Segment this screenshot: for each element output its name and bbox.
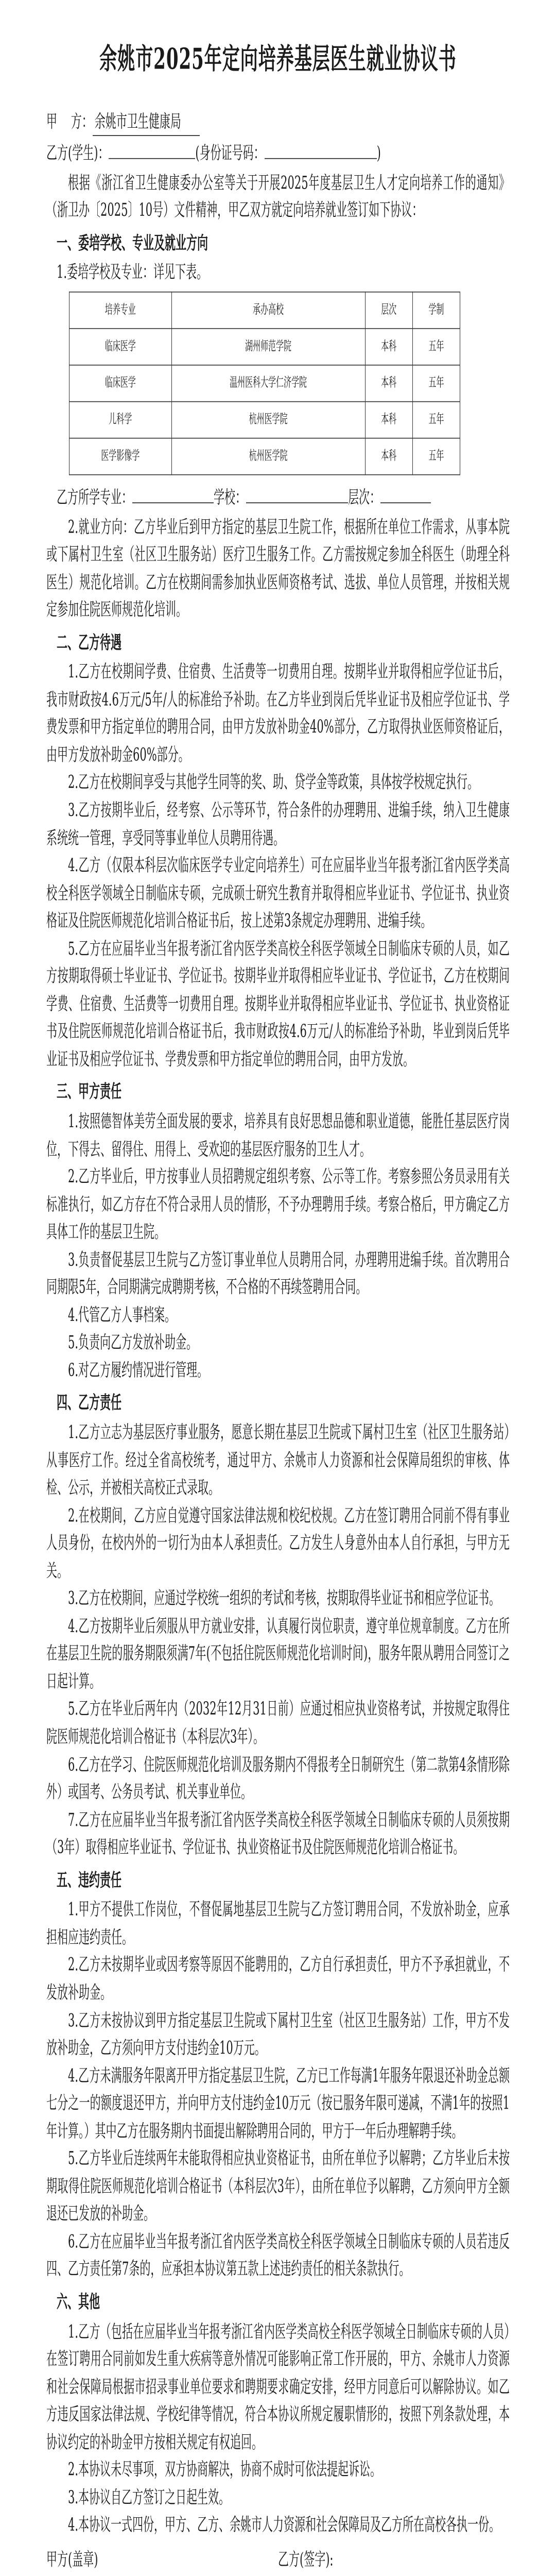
- table-cell: 温州医科大学仁济学院: [171, 365, 365, 402]
- table-cell: 湖州师范学院: [171, 329, 365, 365]
- section-4-heading: 四、乙方责任: [57, 1392, 121, 1413]
- section-2-p2: 2.乙方在校期间享受与其他学生同等的奖、助、贷学金等政策，具体按学校规定执行。: [68, 772, 479, 793]
- school-table-header-row: [70, 292, 460, 329]
- table-cell: 杭州医学院: [171, 438, 365, 474]
- table-cell: 五年: [412, 365, 460, 402]
- section-1-p2: 2.就业方向：乙方毕业后到甲方指定的基层卫生院工作，根据所在单位工作需求，从事本院或下属村卫生室（社区卫生服务站）医疗卫生服务工作。乙方需按规定参加全科医生（助理全科医生）规范化培训。乙方在校期间需参加执业医师资格考试、选拔、单位人员管理，并按相关规定参加住院医师规范化培训。: [46, 516, 510, 620]
- party-a-seal-label: 甲方(盖章): [46, 2549, 98, 2570]
- level-label: 层次：: [348, 487, 380, 507]
- table-row: [70, 438, 460, 474]
- section-2-p3: 3.乙方按期毕业后，经考察、公示等环节，符合条件的办理聘用、进编手续，纳入卫生健康系统统一管理，享受同等事业单位人员聘用待遇。: [46, 800, 510, 848]
- party-b-id-blank[interactable]: [265, 138, 377, 159]
- table-cell: 本科: [365, 402, 412, 438]
- party-b-line: [46, 138, 510, 167]
- section-4-p1: 1.乙方立志为基层医疗事业服务，愿意长期在基层卫生院或下属村卫生室（社区卫生服务站）从事医疗工作。经过全省高校统考，通过甲方、余姚市人力资源和社会保障局组织的审核、体检、公示，并被相关高校正式录取。: [46, 1422, 510, 1498]
- table-cell: 杭州医学院: [171, 402, 365, 438]
- section-3-p5: 5.负责向乙方发放补助金。: [68, 1332, 198, 1353]
- party-a-value: 余姚市卫生健康局: [93, 108, 200, 136]
- section-2-p5: 5.乙方在应届毕业当年报考浙江省内医学类高校全科医学领域全日制临床专硕的人员，如乙方按期取得硕士毕业证书、学位证书。按期毕业并取得相应毕业证书、学位证书，乙方在校期间学费、住宿费、生活费等一切费用自理。按期毕业并取得相应毕业证书、学位证书、执业资格证书及住院医师规范化培训合格证书后，我市财政按4.6万元/人的标准给予补助，毕业到岗后凭毕业证书及相应学位证书、学费发票和甲方指定单位的聘用合同，由甲方发放。: [46, 938, 510, 1070]
- table-row: [70, 329, 460, 365]
- table-cell: 医学影像学: [70, 438, 172, 474]
- section-2-p1: 1.乙方在校期间学费、住宿费、生活费等一切费用自理。按期毕业并取得相应学位证书后，我市财政按4.6万元/5年/人的标准给予补助。在乙方毕业到岗后凭毕业证书及相应学位证书、学费发票和甲方指定单位的聘用合同，由甲方发放补助金40%部分，乙方取得执业医师资格证后，由甲方发放补助金60%部分。: [46, 662, 510, 765]
- table-row: [70, 402, 460, 438]
- section-4-p5: 5.乙方在毕业后两年内（2032年12月31日前）应通过相应执业资格考试，并按规定取得住院医师规范化培训合格证书（本科层次3年）。: [46, 1699, 510, 1747]
- section-5-p3: 3.乙方未按协议到甲方指定基层卫生院或下属村卫生室（社区卫生服务站）工作，甲方不发放补助金，乙方须向甲方支付违约金10万元。: [46, 2010, 510, 2058]
- party-b-id-close: ): [376, 143, 381, 164]
- level-blank[interactable]: [380, 482, 431, 503]
- section-4-p6: 6.乙方在学习、住院医师规范化培训及服务期内不得报考全日制研究生（第二款第4条情形除外）或国考、公务员考试、机关事业单位。: [46, 1754, 510, 1803]
- party-b-id-label: (身份证号码：: [195, 143, 265, 164]
- section-5-p1: 1.甲方不提供工作岗位，不督促属地基层卫生院与乙方签订聘用合同，不发放补助金，应承担相应违约责任。: [46, 1899, 510, 1947]
- school-table: [69, 292, 460, 475]
- document-title: 余姚市2025年定向培养基层医生就业协议书: [99, 42, 457, 77]
- section-6-p1: 1.乙方（包括在应届毕业当年报考浙江省内医学类高校全科医学领域全日制临床专硕的人员）在签订聘用合同前如发生重大疾病等意外情况可能影响正常工作开展的，甲方、余姚市人力资源和社会保障局根据市招录事业单位要求和聘期要求确定安排，经甲方同意后可以解除协议。如乙方违反国家法律法规、学校纪律等情况，符合本协议所规定履职情形的，按照下列条款处理，本协议约定的补助金甲方按相关规定有权追回。: [46, 2321, 510, 2452]
- section-1-sub1: 1.委培学校及专业：详见下表。: [57, 262, 208, 283]
- section-2-p4: 4.乙方（仅限本科层次临床医学专业定向培养生）可在应届毕业当年报考浙江省内医学类高校全科医学领域全日制临床专硕，完成硕士研究生教育并取得相应毕业证书、学位证书、执业资格证及住院医师规范化培训合格证书后，按上述第3条规定办理聘用、进编手续。: [46, 855, 510, 931]
- school-blank[interactable]: [246, 482, 348, 503]
- table-row: [70, 365, 460, 402]
- section-6-p2: 2.本协议未尽事项，双方协商解决，协商不成时可依法提起诉讼。: [68, 2459, 381, 2480]
- party-b-sign-label: 乙方(签字):: [278, 2549, 334, 2570]
- table-cell: 本科: [365, 438, 412, 474]
- section-4-p4: 4.乙方按期毕业后须服从甲方就业安排，认真履行岗位职责，遵守单位规章制度。乙方在所在基层卫生院的服务期限须满7年(不包括住院医师规范化培训时间)，服务年限从聘用合同签订之日起计算。: [46, 1616, 510, 1692]
- section-4-p2: 2.在校期间，乙方应自觉遵守国家法律法规和校纪校规。乙方在签订聘用合同前不得有事业人员身份，在校内外的一切行为由本人承担责任。乙方发生人身意外由本人自行承担，与甲方无关。: [46, 1505, 510, 1581]
- section-4-p3: 3.乙方在校期间，应通过学校统一组织的考试和考核，按期取得毕业证书和相应学位证书。: [68, 1588, 500, 1609]
- table-cell: 本科: [365, 365, 412, 402]
- school-table-header: 培养专业: [70, 292, 172, 329]
- table-cell: 临床医学: [70, 365, 172, 402]
- party-b-label: 乙方(学生)：: [46, 143, 109, 164]
- section-3-p3: 3.负责督促基层卫生院与乙方签订事业单位人员聘用合同，办理聘用进编手续。首次聘用合同期限5年，合同期满完成聘期考核，不合格的不再续签聘用合同。: [46, 1249, 510, 1298]
- table-cell: 临床医学: [70, 329, 172, 365]
- party-a-label: 甲 方：: [46, 111, 93, 132]
- party-b-name-blank[interactable]: [109, 138, 195, 159]
- school-table-header: 层次: [365, 292, 412, 329]
- section-5-p2: 2.乙方未按期毕业或因考察等原因不能聘用的，乙方自行承担责任，甲方不予承担就业，不发放补助金。: [46, 1954, 510, 2003]
- school-label: 学校：: [214, 487, 246, 507]
- section-5-heading: 五、违约责任: [57, 1869, 121, 1891]
- section-5-p6: 6.乙方在应届毕业当年报考浙江省内医学类高校全科医学领域全日制临床专硕的人员若违反四、乙方责任第7条的，应承担本协议第五款上述违约责任的相关条款执行。: [46, 2231, 510, 2280]
- section-3-p6: 6.对乙方履约情况进行管理。: [68, 1360, 208, 1381]
- section-4-p7: 7.乙方在应届毕业当年报考浙江省内医学类高校全科医学领域全日制临床专硕的人员须按期（3年）取得相应毕业证书、学位证书、执业资格证书及住院医师规范化培训合格证书。: [46, 1809, 510, 1858]
- party-b-signature: [278, 2546, 510, 2576]
- party-a-line: [46, 108, 510, 136]
- section-3-heading: 三、甲方责任: [57, 1080, 121, 1103]
- section-5-p5: 5.乙方毕业后连续两年未能取得相应执业资格证书，由所在单位予以解聘；乙方毕业后未按期取得住院医师规范化培训合格证书（本科层次3年），由所在单位予以解聘，乙方须向甲方全额退还已发放的补助金。: [46, 2148, 510, 2224]
- section-6-p3: 3.本协议自乙方签订之日起生效。: [68, 2487, 230, 2507]
- signature-block: [46, 2546, 510, 2576]
- table-cell: 本科: [365, 329, 412, 365]
- table-cell: 儿科学: [70, 402, 172, 438]
- major-line: [57, 482, 510, 511]
- section-2-heading: 二、乙方待遇: [57, 631, 121, 653]
- section-6-heading: 六、其他: [57, 2291, 100, 2312]
- section-1-heading: 一、委培学校、专业及就业方向: [57, 232, 208, 253]
- intro-paragraph: 根据《浙江省卫生健康委办公室等关于开展2025年度基层卫生人才定向培养工作的通知》（浙卫办〔2025〕10号）文件精神，甲乙双方就定向培养就业签订如下协议：: [46, 172, 510, 221]
- party-a-signature: [46, 2546, 278, 2576]
- school-table-header: 学制: [412, 292, 460, 329]
- major-blank[interactable]: [132, 482, 214, 503]
- section-5-p4: 4.乙方未满服务年限离开甲方指定基层卫生院，乙方已工作每满1年服务年限退还补助金总额七分之一的额度退还甲方，并向甲方支付违约金10万元（按已服务年限可递减，不满1年的按照1年计算。）其中乙方在服务期内书面提出解除聘用合同的，甲方于一年后办理解聘手续。: [46, 2065, 510, 2141]
- section-3-p2: 2.乙方毕业后，甲方按事业人员招聘规定组织考察、公示等工作。考察参照公务员录用有关标准执行，如乙方存在不符合录用人员的情形，不予办理聘用手续。考察合格后，甲方确定乙方具体工作的基层卫生院。: [46, 1166, 510, 1242]
- section-6-p4: 4.本协议一式四份，甲方、乙方、余姚市人力资源和社会保障局及乙方所在高校各执一份。: [68, 2515, 500, 2535]
- table-cell: 五年: [412, 438, 460, 474]
- section-3-p4: 4.代管乙方人事档案。: [68, 1304, 176, 1325]
- table-cell: 五年: [412, 402, 460, 438]
- school-table-header: 承办高校: [171, 292, 365, 329]
- table-cell: 五年: [412, 329, 460, 365]
- section-3-p1: 1.按照德智体美劳全面发展的要求，培养具有良好思想品德和职业道德，能胜任基层医疗岗位，下得去、留得住、用得上、受欢迎的基层医疗服务的卫生人才。: [46, 1111, 510, 1159]
- major-label: 乙方所学专业：: [57, 487, 132, 507]
